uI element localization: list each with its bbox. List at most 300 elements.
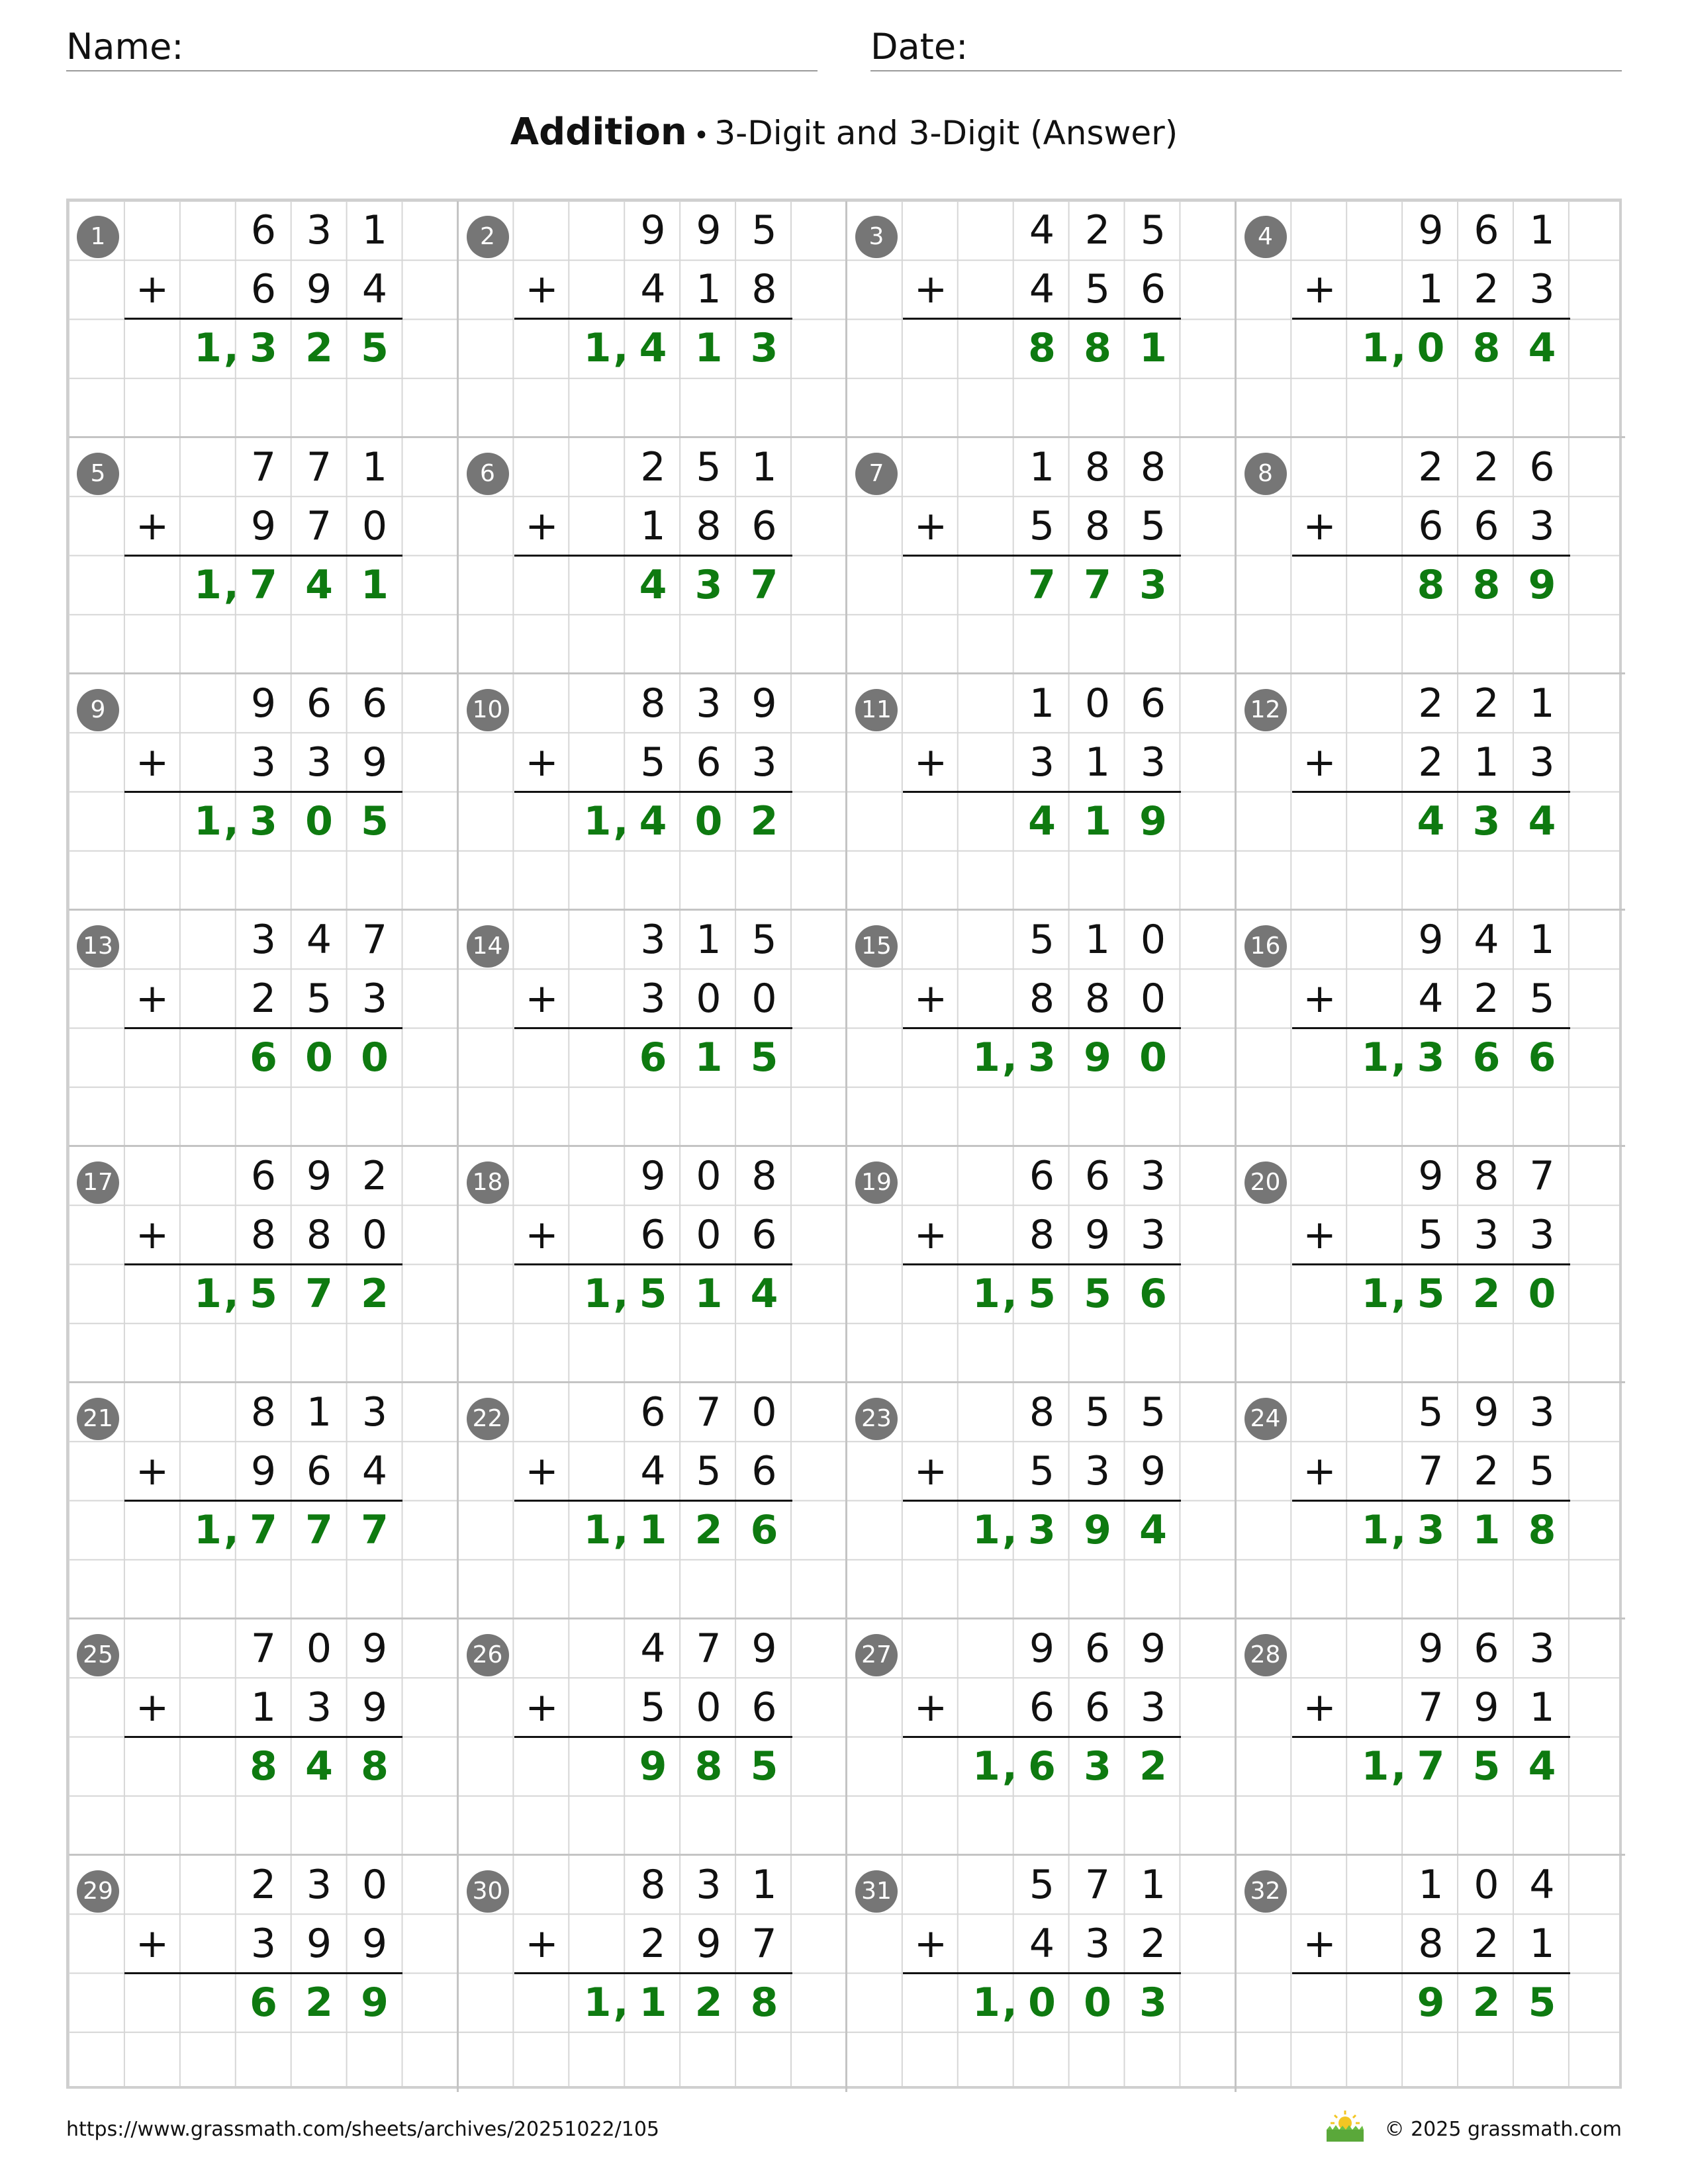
answer-digit: 3	[250, 325, 277, 371]
digit-cell: 1	[1029, 444, 1055, 490]
answer-digit: 3	[1139, 562, 1167, 608]
answer-digit: 1	[972, 1034, 1000, 1081]
digit-cell	[959, 1856, 1014, 1915]
answer-digit: 5	[1472, 1743, 1501, 1790]
digit-cell: 9	[751, 1625, 777, 1672]
digit-cell	[1348, 1147, 1403, 1206]
digit-cell: 4	[1029, 1921, 1055, 1967]
answer-digit: 1	[583, 1271, 612, 1317]
digit-cell: 9	[1084, 1212, 1111, 1258]
answer-digit: 1	[194, 798, 222, 844]
answer	[903, 1028, 1181, 1087]
plus-sign: +	[1303, 1921, 1336, 1967]
digit-cell	[959, 911, 1014, 970]
digit-cell: 0	[1474, 1862, 1499, 1908]
digit-cell: 0	[361, 503, 388, 549]
addend-bottom	[180, 260, 402, 319]
digit-cell	[959, 1442, 1014, 1501]
addend-bottom	[959, 1678, 1181, 1737]
answer-digit: 7	[1084, 562, 1111, 608]
answer-digit: 8	[1084, 325, 1111, 371]
addend-top	[1348, 911, 1570, 970]
digit-cell: 2	[361, 1153, 388, 1199]
answer-comma: ,	[224, 798, 239, 844]
problem-22	[457, 1381, 848, 1619]
digit-cell: 5	[1529, 1448, 1555, 1494]
problem-15	[845, 909, 1237, 1147]
digit-cell	[180, 970, 236, 1028]
answer	[514, 1265, 792, 1324]
plus-sign: +	[914, 1212, 948, 1258]
problem-number-badge: 9	[77, 689, 119, 731]
answer	[514, 792, 792, 851]
digit-cell: 3	[1529, 1625, 1555, 1672]
digit-cell	[570, 1383, 626, 1442]
answer	[1292, 792, 1570, 851]
answer-comma: ,	[613, 798, 629, 844]
answer	[1292, 556, 1570, 615]
digit-cell: 4	[1529, 1862, 1555, 1908]
answer-digit: 7	[305, 1507, 333, 1553]
digit-cell: 5	[640, 739, 666, 786]
problem-12	[1235, 672, 1626, 911]
name-label: Name:	[66, 26, 184, 68]
problem-number-badge: 28	[1244, 1634, 1287, 1676]
digit-cell: 1	[1418, 266, 1444, 312]
digit-cell: 2	[1418, 739, 1444, 786]
digit-cell: 1	[696, 266, 722, 312]
digit-cell: 4	[1029, 207, 1055, 253]
digit-cell: 2	[1418, 444, 1444, 490]
digit-cell: 1	[1529, 680, 1555, 727]
digit-cell: 3	[696, 680, 722, 727]
digit-cell: 0	[751, 976, 777, 1022]
digit-cell	[180, 911, 236, 970]
answer	[903, 556, 1181, 615]
answer-digit: 0	[694, 798, 723, 844]
answer-digit: 6	[1528, 1034, 1556, 1081]
answer-digit: 8	[750, 1979, 778, 2026]
answer-digit: 4	[1528, 325, 1556, 371]
digit-cell: 5	[1140, 1389, 1166, 1435]
answer-digit: 6	[639, 1034, 667, 1081]
digit-cell: 2	[640, 1921, 666, 1967]
plus-sign: +	[135, 1921, 169, 1967]
digit-cell: 0	[696, 1684, 722, 1731]
answer-digit: 4	[639, 562, 667, 608]
problem-number-badge: 4	[1244, 216, 1287, 258]
digit-cell: 7	[696, 1625, 722, 1672]
digit-cell: 2	[250, 1862, 277, 1908]
answer-digit: 8	[1528, 1507, 1556, 1553]
problem-10	[457, 672, 848, 911]
digit-cell	[570, 201, 626, 260]
answer-digit: 2	[694, 1507, 723, 1553]
digit-cell: 8	[250, 1389, 277, 1435]
digit-cell: 6	[1029, 1684, 1055, 1731]
plus-sign: +	[135, 1212, 169, 1258]
digit-cell: 5	[1029, 1448, 1055, 1494]
digit-cell	[180, 438, 236, 497]
digit-cell: 9	[1418, 207, 1444, 253]
problem-number-badge: 18	[467, 1161, 509, 1204]
digit-cell: 0	[361, 1212, 388, 1258]
digit-cell: 3	[1140, 739, 1166, 786]
answer-digit: 1	[1361, 1507, 1389, 1553]
digit-cell: 1	[1029, 680, 1055, 727]
plus-sign: +	[1303, 739, 1336, 786]
answer	[1292, 1974, 1570, 2032]
digit-cell: 9	[306, 1921, 332, 1967]
digit-cell: 0	[1084, 680, 1111, 727]
digit-cell: 4	[1029, 266, 1055, 312]
answer-digit: 1	[583, 1507, 612, 1553]
problem-number-badge: 30	[467, 1870, 509, 1913]
digit-cell	[570, 497, 626, 556]
digit-cell	[1348, 497, 1403, 556]
addend-bottom	[180, 1678, 402, 1737]
problem-number-badge: 8	[1244, 453, 1287, 495]
problem-number-badge: 10	[467, 689, 509, 731]
plus-sign: +	[525, 1448, 559, 1494]
digit-cell: 1	[1418, 1862, 1444, 1908]
answer-digit: 9	[1139, 798, 1167, 844]
digit-cell: 6	[250, 207, 277, 253]
digit-cell	[570, 733, 626, 792]
answer-comma: ,	[224, 1507, 239, 1553]
digit-cell: 3	[306, 207, 332, 253]
digit-cell: 7	[306, 444, 332, 490]
footer-copyright: © 2025 grassmath.com	[1384, 2118, 1622, 2141]
digit-cell: 2	[1084, 207, 1111, 253]
name-field[interactable]	[66, 24, 818, 71]
answer-digit: 5	[1028, 1271, 1056, 1317]
plus-sign: +	[914, 1921, 948, 1967]
problem-8	[1235, 436, 1626, 674]
plus-sign: +	[1303, 503, 1336, 549]
digit-cell: 2	[250, 976, 277, 1022]
digit-cell: 3	[250, 917, 277, 963]
plus-sign: +	[135, 1448, 169, 1494]
answer-digit: 4	[639, 325, 667, 371]
plus-sign: +	[1303, 976, 1336, 1022]
answer-digit: 9	[361, 1979, 389, 2026]
digit-cell	[180, 201, 236, 260]
answer-digit: 1	[583, 798, 612, 844]
answer-digit: 7	[305, 1271, 333, 1317]
answer-digit: 8	[1417, 562, 1445, 608]
addend-bottom	[570, 1915, 792, 1974]
answer-comma: ,	[1002, 1979, 1017, 2026]
digit-cell: 6	[1474, 207, 1499, 253]
digit-cell	[180, 260, 236, 319]
answer	[124, 1028, 402, 1087]
digit-cell	[1348, 1442, 1403, 1501]
digit-cell: 8	[751, 266, 777, 312]
answer	[903, 1737, 1181, 1796]
problem-5	[69, 436, 458, 674]
answer-digit: 4	[1528, 1743, 1556, 1790]
answer-comma: ,	[1391, 1034, 1407, 1081]
problem-number-badge: 22	[467, 1398, 509, 1440]
answer-digit: 5	[1417, 1271, 1445, 1317]
digit-cell: 9	[1140, 1448, 1166, 1494]
answer-digit: 8	[1472, 325, 1501, 371]
digit-cell: 9	[306, 1153, 332, 1199]
digit-cell: 8	[640, 1862, 666, 1908]
problem-number-badge: 3	[855, 216, 898, 258]
answer-digit: 1	[194, 562, 222, 608]
digit-cell	[959, 497, 1014, 556]
answer-digit: 3	[694, 562, 723, 608]
digit-cell: 6	[306, 680, 332, 727]
digit-cell: 1	[306, 1389, 332, 1435]
answer-digit: 6	[750, 1507, 778, 1553]
answer-digit: 7	[361, 1507, 389, 1553]
problem-4	[1235, 201, 1626, 437]
digit-cell: 9	[361, 1921, 388, 1967]
problem-number-badge: 14	[467, 925, 509, 968]
answer-digit: 3	[1417, 1034, 1445, 1081]
digit-cell: 9	[640, 1153, 666, 1199]
answer-digit: 1	[1084, 798, 1111, 844]
problem-number-badge: 16	[1244, 925, 1287, 968]
plus-sign: +	[914, 739, 948, 786]
digit-cell: 3	[1140, 1684, 1166, 1731]
addend-top	[180, 674, 402, 733]
problem-number-badge: 2	[467, 216, 509, 258]
digit-cell	[959, 1915, 1014, 1974]
digit-cell: 1	[696, 917, 722, 963]
digit-cell: 8	[250, 1212, 277, 1258]
digit-cell: 9	[250, 680, 277, 727]
answer-digit: 0	[305, 798, 333, 844]
answer-digit: 1	[694, 1271, 723, 1317]
problem-11	[845, 672, 1237, 911]
answer	[514, 556, 792, 615]
answer-digit: 9	[1417, 1979, 1445, 2026]
answer-digit: 1	[694, 325, 723, 371]
addend-bottom	[570, 1442, 792, 1501]
problem-number-badge: 25	[77, 1634, 119, 1676]
answer-digit: 0	[1028, 1979, 1056, 2026]
digit-cell: 6	[1529, 444, 1555, 490]
answer	[1292, 1028, 1570, 1087]
plus-sign: +	[1303, 266, 1336, 312]
digit-cell: 6	[361, 680, 388, 727]
answer-digit: 4	[1528, 798, 1556, 844]
digit-cell: 3	[1474, 1212, 1499, 1258]
answer-digit: 3	[1028, 1507, 1056, 1553]
answer-comma: ,	[613, 1271, 629, 1317]
addend-bottom	[570, 1206, 792, 1265]
digit-cell: 7	[1418, 1684, 1444, 1731]
digit-cell	[1348, 201, 1403, 260]
plus-sign: +	[914, 976, 948, 1022]
digit-cell: 6	[1140, 680, 1166, 727]
grass-sun-logo-icon	[1324, 2109, 1366, 2143]
addend-bottom	[570, 733, 792, 792]
answer-digit: 4	[305, 1743, 333, 1790]
answer-digit: 1	[1472, 1507, 1501, 1553]
digit-cell: 3	[1529, 503, 1555, 549]
answer-comma: ,	[1391, 325, 1407, 371]
answer-digit: 4	[1139, 1507, 1167, 1553]
plus-sign: +	[135, 1684, 169, 1731]
answer	[514, 1737, 792, 1796]
addend-bottom	[180, 733, 402, 792]
digit-cell: 1	[1529, 917, 1555, 963]
answer-digit: 1	[639, 1979, 667, 2026]
digit-cell: 5	[1529, 976, 1555, 1022]
digit-cell	[1348, 438, 1403, 497]
digit-cell	[1348, 1206, 1403, 1265]
digit-cell: 5	[1029, 503, 1055, 549]
digit-cell: 2	[1474, 1921, 1499, 1967]
digit-cell: 5	[751, 207, 777, 253]
digit-cell: 7	[250, 1625, 277, 1672]
addend-top	[1348, 1147, 1570, 1206]
answer-digit: 6	[1472, 1034, 1501, 1081]
answer	[1292, 1737, 1570, 1796]
answer-digit: 0	[1417, 325, 1445, 371]
problem-number-badge: 12	[1244, 689, 1287, 731]
answer-digit: 1	[361, 562, 389, 608]
digit-cell: 4	[1418, 976, 1444, 1022]
problem-24	[1235, 1381, 1626, 1619]
answer-digit: 5	[750, 1743, 778, 1790]
problem-9	[69, 672, 458, 911]
digit-cell: 1	[361, 207, 388, 253]
digit-cell	[959, 733, 1014, 792]
digit-cell: 5	[306, 976, 332, 1022]
plus-sign: +	[525, 1212, 559, 1258]
problem-number-badge: 31	[855, 1870, 898, 1913]
digit-cell: 8	[1084, 444, 1111, 490]
digit-cell: 7	[1418, 1448, 1444, 1494]
addend-bottom	[959, 497, 1181, 556]
digit-cell: 0	[751, 1389, 777, 1435]
answer-digit: 2	[1472, 1271, 1501, 1317]
answer-comma: ,	[1002, 1507, 1017, 1553]
digit-cell: 1	[1084, 917, 1111, 963]
digit-cell: 3	[696, 1862, 722, 1908]
problem-number-badge: 6	[467, 453, 509, 495]
digit-cell	[180, 1442, 236, 1501]
digit-cell: 3	[1084, 1921, 1111, 1967]
addend-top	[959, 1619, 1181, 1678]
digit-cell: 2	[1474, 266, 1499, 312]
answer-digit: 1	[1361, 1271, 1389, 1317]
digit-cell: 4	[640, 266, 666, 312]
answer-digit: 6	[1139, 1271, 1167, 1317]
plus-sign: +	[135, 739, 169, 786]
addend-top	[959, 674, 1181, 733]
problem-number-badge: 23	[855, 1398, 898, 1440]
answer	[903, 1974, 1181, 2032]
digit-cell: 5	[1084, 266, 1111, 312]
problem-28	[1235, 1617, 1626, 1856]
digit-cell: 8	[1029, 1389, 1055, 1435]
title-main: Addition	[510, 111, 687, 154]
addend-top	[959, 911, 1181, 970]
digit-cell: 9	[696, 207, 722, 253]
answer-digit: 0	[1084, 1979, 1111, 2026]
problem-27	[845, 1617, 1237, 1856]
answer	[124, 1737, 402, 1796]
plus-sign: +	[135, 503, 169, 549]
answer-digit: 8	[250, 1743, 277, 1790]
digit-cell: 4	[361, 1448, 388, 1494]
addend-bottom	[959, 1915, 1181, 1974]
digit-cell	[180, 674, 236, 733]
date-field[interactable]	[870, 24, 1622, 71]
answer-comma: ,	[224, 1271, 239, 1317]
digit-cell: 1	[361, 444, 388, 490]
digit-cell: 1	[1474, 739, 1499, 786]
digit-cell: 9	[361, 739, 388, 786]
addend-top	[570, 674, 792, 733]
plus-sign: +	[914, 1684, 948, 1731]
digit-cell: 5	[1140, 207, 1166, 253]
answer-digit: 1	[194, 1271, 222, 1317]
answer	[124, 1501, 402, 1560]
digit-cell: 1	[1529, 207, 1555, 253]
plus-sign: +	[525, 976, 559, 1022]
answer	[514, 1028, 792, 1087]
problem-14	[457, 909, 848, 1147]
digit-cell	[570, 911, 626, 970]
digit-cell: 8	[1029, 1212, 1055, 1258]
digit-cell	[180, 1856, 236, 1915]
answer-digit: 9	[639, 1743, 667, 1790]
digit-cell	[180, 1206, 236, 1265]
addend-bottom	[1348, 497, 1570, 556]
digit-cell	[959, 1383, 1014, 1442]
digit-cell: 1	[1529, 1684, 1555, 1731]
answer	[124, 319, 402, 378]
digit-cell: 3	[751, 739, 777, 786]
digit-cell: 6	[751, 1448, 777, 1494]
footer-url[interactable]: https://www.grassmath.com/sheets/archives/20251022/105	[66, 2118, 660, 2141]
problem-16	[1235, 909, 1626, 1147]
digit-cell: 6	[1474, 1625, 1499, 1672]
digit-cell: 0	[1140, 917, 1166, 963]
plus-sign: +	[914, 266, 948, 312]
problem-number-badge: 1	[77, 216, 119, 258]
digit-cell: 8	[306, 1212, 332, 1258]
answer-digit: 9	[1528, 562, 1556, 608]
digit-cell	[1348, 260, 1403, 319]
answer-comma: ,	[1002, 1743, 1017, 1790]
answer	[903, 319, 1181, 378]
digit-cell	[570, 970, 626, 1028]
digit-cell: 6	[1084, 1625, 1111, 1672]
plus-sign: +	[135, 266, 169, 312]
addend-bottom	[1348, 1915, 1570, 1974]
digit-cell: 2	[1474, 444, 1499, 490]
digit-cell	[959, 674, 1014, 733]
digit-cell	[570, 438, 626, 497]
digit-cell: 9	[361, 1684, 388, 1731]
plus-sign: +	[1303, 1684, 1336, 1731]
digit-cell: 6	[1474, 503, 1499, 549]
answer-digit: 2	[750, 798, 778, 844]
digit-cell: 7	[751, 1921, 777, 1967]
digit-cell: 2	[1474, 976, 1499, 1022]
problem-number-badge: 13	[77, 925, 119, 968]
problem-30	[457, 1854, 848, 2092]
